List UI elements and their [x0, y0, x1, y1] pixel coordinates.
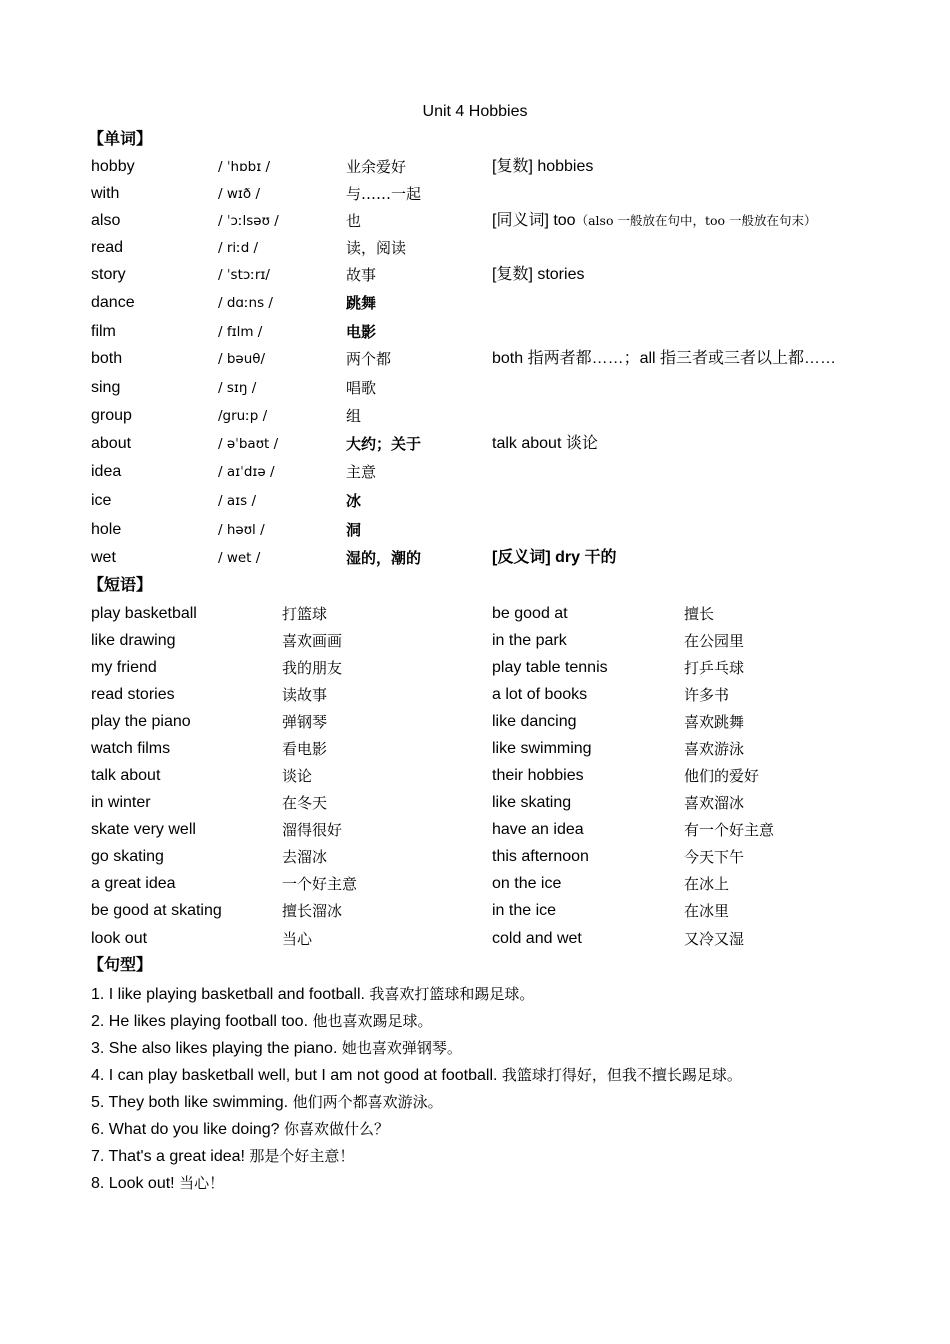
- phrase-en-right: their hobbies: [492, 767, 584, 784]
- section-sentences-heading: 【句型】: [88, 957, 153, 974]
- phrase-en-left: play the piano: [91, 713, 191, 730]
- phrase-en-right: on the ice: [492, 875, 562, 892]
- word-en: film: [91, 323, 116, 340]
- phrase-en-right: like dancing: [492, 713, 577, 730]
- phrase-en-right: be good at: [492, 605, 568, 622]
- word-row: [0, 238, 950, 262]
- phrase-row: [0, 820, 950, 844]
- phrase-zh-right: 打乒乓球: [684, 659, 745, 677]
- word-row: [0, 406, 950, 430]
- phrase-zh-right: 在冰里: [684, 902, 730, 920]
- sentence-row: [91, 1146, 354, 1167]
- word-zh: 组: [346, 407, 362, 425]
- section-words-heading: 【单词】: [88, 131, 153, 148]
- word-row: [0, 265, 950, 289]
- sentence-row: [91, 1119, 389, 1140]
- phrase-en-right: in the park: [492, 632, 567, 649]
- phrase-en-right: like swimming: [492, 740, 592, 757]
- sentence-en: 7. That's a great idea!: [91, 1148, 245, 1165]
- word-en: ice: [91, 492, 112, 509]
- word-phonetic: / bəuθ/: [218, 351, 266, 367]
- word-note: [反义词] dry 干的: [492, 549, 617, 566]
- word-en: sing: [91, 379, 121, 396]
- word-phonetic: / riːd /: [218, 240, 259, 256]
- sentence-en: 5. They both like swimming.: [91, 1094, 289, 1111]
- phrase-en-left: go skating: [91, 848, 164, 865]
- phrase-en-right: this afternoon: [492, 848, 589, 865]
- phrase-row: [0, 631, 950, 655]
- sentence-zh: 你喜欢做什么？: [284, 1120, 390, 1138]
- word-note-extra: （also 一般放在句中，too 一般放在句末）: [575, 213, 817, 228]
- sentence-en: 8. Look out!: [91, 1175, 175, 1192]
- word-phonetic: / wet /: [218, 550, 261, 566]
- word-zh: 与……一起: [346, 185, 422, 203]
- word-zh: 冰: [346, 492, 362, 510]
- sentence-zh: 那是个好主意！: [249, 1147, 355, 1165]
- word-zh: 电影: [346, 323, 377, 341]
- sentence-zh: 她也喜欢弹钢琴。: [341, 1039, 462, 1057]
- phrase-zh-left: 打篮球: [282, 605, 328, 623]
- word-en: hole: [91, 521, 122, 538]
- phrase-zh-left: 溜得很好: [282, 821, 343, 839]
- phrase-en-left: be good at skating: [91, 902, 222, 919]
- word-phonetic: / ˈstɔːrɪ/: [218, 267, 270, 283]
- phrase-row: [0, 604, 950, 628]
- word-zh: 洞: [346, 521, 362, 539]
- word-row: [0, 157, 950, 181]
- phrase-zh-left: 当心: [282, 930, 313, 948]
- phrase-row: [0, 658, 950, 682]
- word-zh: 故事: [346, 266, 377, 284]
- phrase-en-left: talk about: [91, 767, 161, 784]
- phrase-en-left: read stories: [91, 686, 175, 703]
- sentence-row: [91, 1011, 432, 1032]
- word-en: group: [91, 407, 132, 424]
- sentence-en: 2. He likes playing football too.: [91, 1013, 309, 1030]
- sentence-row: [91, 1092, 443, 1113]
- phrase-en-right: a lot of books: [492, 686, 588, 703]
- phrase-zh-right: 喜欢游泳: [684, 740, 745, 758]
- word-note: both 指两者都……；all 指三者或三者以上都……: [492, 350, 837, 367]
- word-phonetic: / həʊl /: [218, 522, 265, 538]
- word-phonetic: / sɪŋ /: [218, 380, 257, 396]
- phrase-zh-right: 喜欢溜冰: [684, 794, 745, 812]
- word-row: [0, 548, 950, 572]
- phrase-en-left: my friend: [91, 659, 157, 676]
- phrase-zh-left: 谈论: [282, 767, 313, 785]
- sentence-row: [91, 984, 534, 1005]
- phrase-zh-left: 去溜冰: [282, 848, 328, 866]
- phrase-zh-right: 喜欢跳舞: [684, 713, 745, 731]
- word-phonetic: / wɪð /: [218, 186, 260, 202]
- phrase-zh-left: 擅长溜冰: [282, 902, 343, 920]
- sentence-zh: 当心！: [179, 1174, 225, 1192]
- phrase-row: [0, 874, 950, 898]
- word-zh: 业余爱好: [346, 158, 407, 176]
- word-row: [0, 434, 950, 458]
- word-en: story: [91, 266, 126, 283]
- word-phonetic: / ˈɔːlsəʊ /: [218, 213, 279, 229]
- phrase-row: [0, 901, 950, 925]
- sentence-zh: 他们两个都喜欢游泳。: [292, 1093, 443, 1111]
- phrase-zh-left: 读故事: [282, 686, 328, 704]
- phrase-zh-right: 在公园里: [684, 632, 745, 650]
- word-zh: 唱歌: [346, 379, 377, 397]
- phrase-zh-right: 他们的爱好: [684, 767, 760, 785]
- word-row: [0, 491, 950, 515]
- phrase-row: [0, 929, 950, 953]
- word-zh: 主意: [346, 463, 377, 481]
- word-note: talk about 谈论: [492, 435, 598, 452]
- word-zh: 大约；关于: [346, 435, 422, 453]
- phrase-zh-left: 我的朋友: [282, 659, 343, 677]
- phrase-row: [0, 712, 950, 736]
- phrase-zh-right: 又冷又湿: [684, 930, 745, 948]
- word-row: [0, 293, 950, 317]
- word-en: both: [91, 350, 123, 367]
- word-row: [0, 322, 950, 346]
- word-phonetic: / aɪˈdɪə /: [218, 464, 275, 480]
- word-note: [复数] hobbies: [492, 158, 594, 175]
- phrase-en-left: play basketball: [91, 605, 197, 622]
- word-row: [0, 462, 950, 486]
- sentence-en: 4. I can play basketball well, but I am not good at football.: [91, 1067, 498, 1084]
- word-note: [492, 211, 817, 231]
- word-en: with: [91, 185, 120, 202]
- phrase-en-left: like drawing: [91, 632, 176, 649]
- phrase-zh-left: 喜欢画画: [282, 632, 343, 650]
- phrase-zh-right: 今天下午: [684, 848, 745, 866]
- phrase-zh-right: 擅长: [684, 605, 715, 623]
- sentence-zh: 我喜欢打篮球和踢足球。: [369, 985, 535, 1003]
- sentence-row: [91, 1173, 224, 1194]
- sentence-row: [91, 1065, 742, 1086]
- sentence-zh: 我篮球打得好，但我不擅长踢足球。: [501, 1066, 742, 1084]
- phrase-en-right: in the ice: [492, 902, 557, 919]
- section-phrases-heading: 【短语】: [88, 577, 153, 594]
- word-en: idea: [91, 463, 122, 480]
- phrase-row: [0, 685, 950, 709]
- phrase-row: [0, 793, 950, 817]
- phrase-zh-left: 一个好主意: [282, 875, 358, 893]
- word-en: also: [91, 212, 121, 229]
- word-row: [0, 184, 950, 208]
- word-row: [0, 211, 950, 235]
- word-en: hobby: [91, 158, 135, 175]
- phrase-en-left: a great idea: [91, 875, 176, 892]
- word-phonetic: / fɪlm /: [218, 324, 263, 340]
- word-phonetic: /gruːp /: [218, 408, 268, 424]
- word-phonetic: / əˈbaʊt /: [218, 436, 279, 452]
- word-row: [0, 349, 950, 373]
- sentence-row: [91, 1038, 462, 1059]
- word-en: dance: [91, 294, 135, 311]
- word-phonetic: / dɑːns /: [218, 295, 273, 311]
- phrase-en-left: in winter: [91, 794, 151, 811]
- phrase-zh-left: 看电影: [282, 740, 328, 758]
- phrase-row: [0, 766, 950, 790]
- word-zh: 也: [346, 212, 362, 230]
- word-zh: 读，阅读: [346, 239, 407, 257]
- phrase-row: [0, 847, 950, 871]
- word-phonetic: / aɪs /: [218, 493, 257, 509]
- phrase-en-right: play table tennis: [492, 659, 608, 676]
- phrase-zh-right: 在冰上: [684, 875, 730, 893]
- word-en: about: [91, 435, 132, 452]
- word-row: [0, 520, 950, 544]
- sentence-en: 6. What do you like doing?: [91, 1121, 280, 1138]
- phrase-zh-right: 有一个好主意: [684, 821, 775, 839]
- phrase-en-left: look out: [91, 930, 148, 947]
- phrase-zh-left: 弹钢琴: [282, 713, 328, 731]
- phrase-zh-left: 在冬天: [282, 794, 328, 812]
- phrase-en-right: like skating: [492, 794, 572, 811]
- sentence-zh: 他也喜欢踢足球。: [312, 1012, 433, 1030]
- phrase-en-right: have an idea: [492, 821, 584, 838]
- phrase-zh-right: 许多书: [684, 686, 730, 704]
- page-title: Unit 4 Hobbies: [422, 103, 528, 120]
- word-note-main: [同义词] too: [492, 212, 576, 229]
- phrase-en-left: watch films: [91, 740, 171, 757]
- phrase-row: [0, 739, 950, 763]
- word-zh: 跳舞: [346, 294, 377, 312]
- word-en: wet: [91, 549, 116, 566]
- phrase-en-left: skate very well: [91, 821, 196, 838]
- sentence-en: 3. She also likes playing the piano.: [91, 1040, 338, 1057]
- sentence-en: 1. I like playing basketball and football.: [91, 986, 365, 1003]
- phrase-en-right: cold and wet: [492, 930, 582, 947]
- word-zh: 两个都: [346, 350, 392, 368]
- word-en: read: [91, 239, 124, 256]
- word-zh: 湿的，潮的: [346, 549, 422, 567]
- word-phonetic: / ˈhɒbɪ /: [218, 159, 271, 175]
- word-note: [复数] stories: [492, 266, 585, 283]
- word-row: [0, 378, 950, 402]
